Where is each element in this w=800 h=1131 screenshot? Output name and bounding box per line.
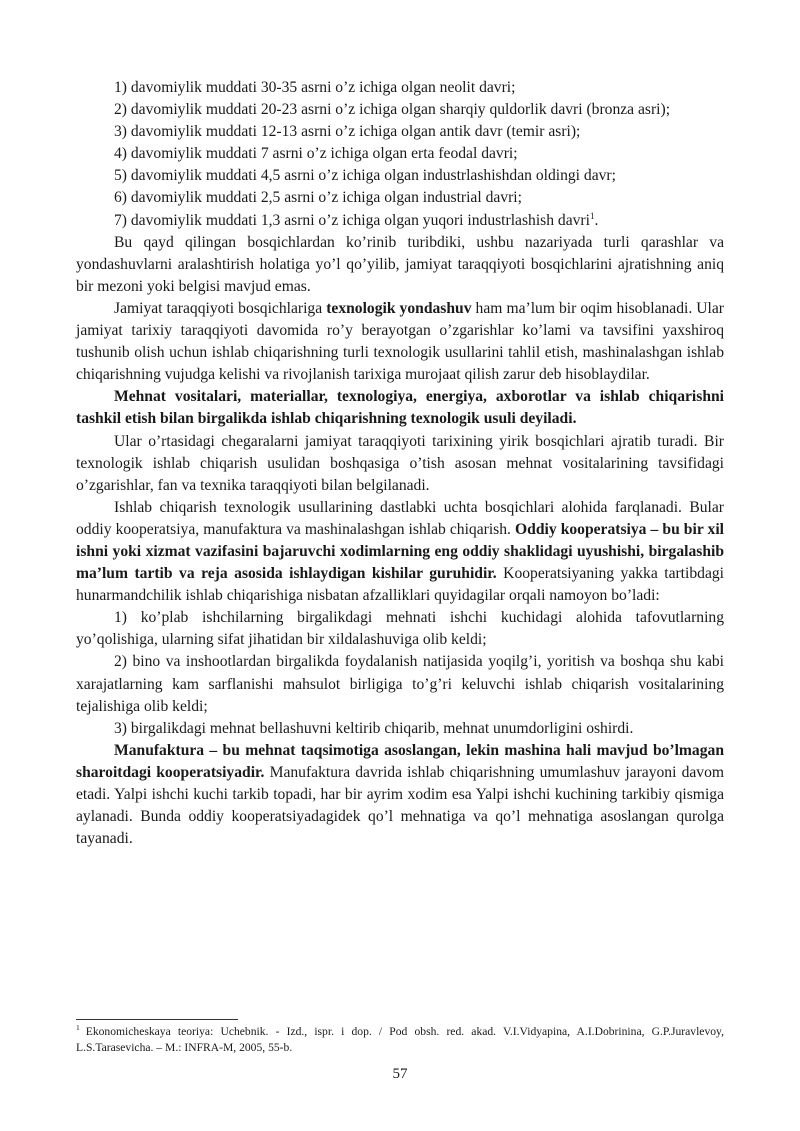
paragraph (76, 298, 724, 386)
list-item: 5) davomiylik muddati 4,5 asrni o’z ichiga olgan industrlashishdan oldingi davr; (114, 167, 616, 185)
paragraph-text: Ishlab chiqarish texnologik usullarining dastlabki uchta bosqichlari alohida farqlanadi. Bular oddiy kooperatsiya, manufaktura va mashinalashgan ishlab chiqarish. (76, 498, 724, 538)
paragraph-text: Jamiyat taraqqiyoti bosqichlariga (114, 299, 327, 317)
list-item: 3) davomiylik muddati 12-13 asrni o’z ichiga olgan antik davr (temir asri); (114, 123, 581, 141)
bold-definition: Mehnat vositalari, materiallar, texnologiya, energiya, axborotlar va ishlab chiqarishni tashkil etish bilan birgalikda ishlab chiqarishning texnologik usuli deyiladi. (76, 388, 724, 428)
footnote-number: 1 (76, 1023, 80, 1033)
list-item: 6) davomiylik muddati 2,5 asrni o’z ichiga olgan industrial davri; (114, 189, 522, 207)
footnote (76, 1024, 724, 1056)
page-body (76, 77, 724, 850)
list-item: 7) davomiylik muddati 1,3 asrni o’z ichiga olgan yuqori industrlashish davri$^1$. (114, 210, 599, 229)
paragraph: Bu qayd qilingan bosqichlardan ko’rinib turibdiki, ushbu nazariyada turli qarashlar va yondashuvlarni aralashtirish holatiga yo’l qo’yilib, jamiyat taraqqiyoti bosqichlarini ajratishning aniq bir mezoni yoki belgisi mavjud emas. (76, 233, 724, 295)
paragraph (76, 740, 724, 850)
list-item: 2) bino va inshootlardan birgalikda foydalanish natijasida yoqilg’i, yoritish va boshqa shu kabi xarajatlarning kam sarflanishi mahsulot birligiga to’g’ri keluvchi ishlab chiqarish vositalarining tejalishiga olib keldi; (76, 653, 724, 715)
paragraph-text: Manufaktura davrida ishlab chiqarishning umumlashuv jarayoni davom etadi. Yalpi ishchi kuchi tarkib topadi, har bir ayrim xodim esa Yalpi ishchi kuchining tarkibiy qismiga aylanadi. Bunda oddiy kooperatsiyadagidek qo’l mehnatiga va qo’l mehnatiga asoslangan qurolga tayanadi. (76, 763, 725, 848)
list-item: 1) davomiylik muddati 30-35 asrni o’z ichiga olgan neolit davri; (114, 79, 516, 96)
paragraph (76, 497, 724, 607)
footnote-reference[interactable]: 1 (589, 210, 595, 221)
footnote-text: Ekonomicheskaya teoriya: Uchebnik. - Izd., ispr. i dop. / Pod obsh. red. akad. V.I.Vidyapina, A.I.Dobrinina, G.P.Juravlevoy, L.S.Tarasevicha. – M.: INFRA-M, 2005, 55-b. (76, 1025, 724, 1054)
bold-definition: Oddiy kooperatsiya – bu bir xil ishni yoki xizmat vazifasini bajaruvchi xodimlarning eng oddiy shaklidagi uyushishi, birgalashib ma’lum tartib va reja asosida ishlaydigan kishilar guruhidir. (76, 520, 724, 583)
paragraph-text: ham ma’lum bir oqim hisoblanadi. Ular jamiyat tarixiy taraqqiyoti davomida ro’y berayotgan o’zgarishlar ko’lami va tavsifini yaxshiroq tushunib olish uchun ishlab chiqarishning turli texnologik usullarini tahlil etish, mashinalashgan ishlab chiqarishning vujudga kelishi va rivojlanish tarixiga murojaat qilish zarur deb hisoblaydilar. (76, 299, 725, 384)
list-item-text: 7) davomiylik muddati 1,3 asrni o’z ichiga olgan yuqori industrlashish davri (114, 211, 590, 229)
list-item: 4) davomiylik muddati 7 asrni o’z ichiga olgan erta feodal davri; (114, 145, 518, 163)
bold-definition: Manufaktura – bu mehnat taqsimotiga asoslangan, lekin mashina hali mavjud bo’lmagan sharoitdagi kooperatsiyadir. (76, 741, 724, 781)
list-item: 3) birgalikdagi mehnat bellashuvni keltirib chiqarib, mehnat unumdorligini oshirdi. (114, 719, 634, 737)
list-item: 1) ko’plab ishchilarning birgalikdagi mehnati ishchi kuchidagi alohida tafovutlarning yo’qolishiga, ularning sifat jihatidan bir xildalashuviga olib keldi; (76, 609, 724, 649)
paragraph: Ular o’rtasidagi chegaralarni jamiyat taraqqiyoti tarixining yirik bosqichlari ajratib turadi. Bir texnologik ishlab chiqarish usulidan boshqasiga o’tish asosan mehnat vositalarining tavsifidagi o’zgarishlar, fan va texnika taraqqiyoti bilan belgilanadi. (76, 432, 724, 494)
footnote-divider (76, 1019, 238, 1020)
paragraph-text: Kooperatsiyaning yakka tartibdagi hunarmandchilik ishlab chiqarishiga nisbatan afzalliklari quyidagilar orqali namoyon bo’ladi: (76, 565, 724, 605)
list-item: 2) davomiylik muddati 20-23 asrni o’z ichiga olgan sharqiy quldorlik davri (bronza asri); (114, 101, 671, 119)
bold-term: texnologik yondashuv (326, 299, 472, 317)
definition-paragraph (76, 386, 724, 430)
page-number: 57 (392, 1066, 408, 1082)
